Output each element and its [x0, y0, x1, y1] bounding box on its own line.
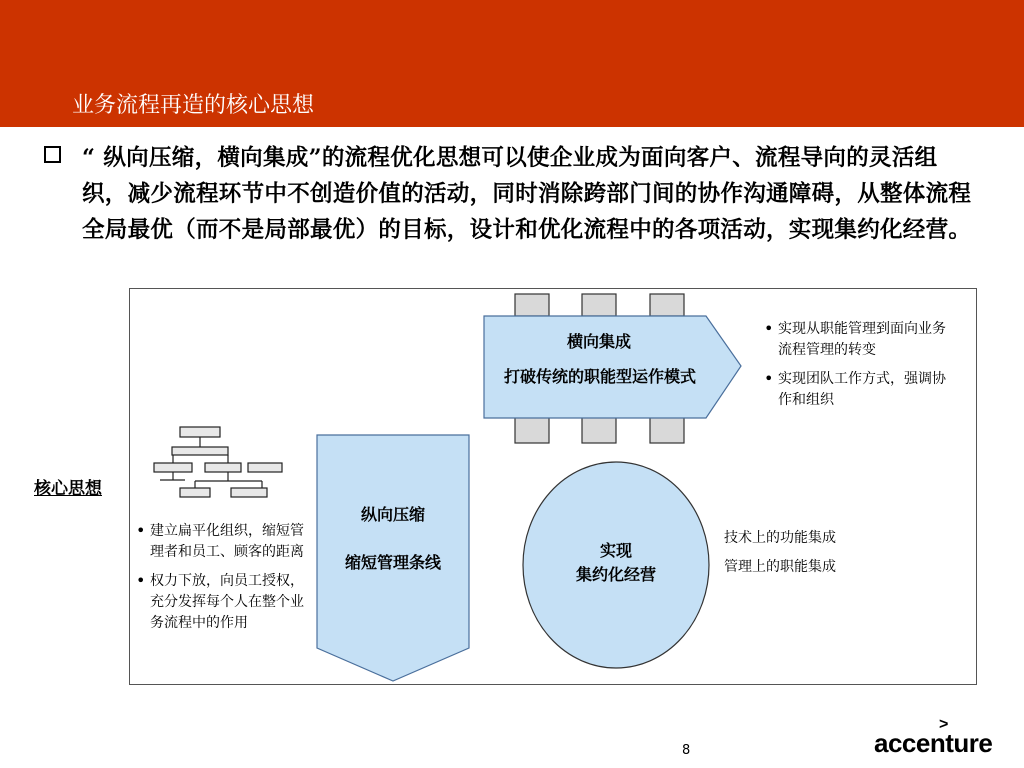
- accenture-logo: accenture: [874, 728, 993, 758]
- horizontal-title: 横向集成: [566, 332, 631, 351]
- intro-paragraph: “ 纵向压缩，横向集成”的流程优化思想可以使企业成为面向客户、流程导向的灵活组织，减少流程环节中不创造价值的活动，同时消除跨部门间的协作沟通障碍，从整体流程全局最优（而不是局部最优）的目标，设计和优化流程中的各项活动，实现集约化经营。: [82, 145, 972, 243]
- horizontal-note-item: • 实现从职能管理到面向业务流程管理的转变: [764, 319, 954, 361]
- page-number: 8: [682, 743, 691, 758]
- org-chart-icon: [154, 427, 282, 497]
- horizontal-notes: [764, 319, 954, 419]
- core-idea-label: 核心思想: [34, 479, 102, 499]
- horizontal-note-item: • 实现团队工作方式，强调协作和组织: [764, 369, 954, 411]
- horizontal-subtitle: 打破传统的职能型运作模式: [503, 367, 696, 386]
- circle-line2: 集约化经营: [575, 565, 656, 584]
- circle-line1: 实现: [599, 541, 632, 560]
- vertical-notes: [136, 521, 308, 642]
- vertical-note-item: • 建立扁平化组织，缩短管理者和员工、顾客的距离: [136, 521, 308, 563]
- circle-note-2: 管理上的职能集成: [724, 559, 836, 575]
- vertical-note-item: • 权力下放，向员工授权，充分发挥每个人在整个业务流程中的作用: [136, 571, 308, 634]
- vertical-title: 纵向压缩: [360, 505, 425, 524]
- slide-title: 业务流程再造的核心思想: [72, 93, 315, 118]
- logo-mark-icon: >: [939, 716, 949, 733]
- circle-note-1: 技术上的功能集成: [724, 530, 836, 546]
- vertical-subtitle: 缩短管理条线: [344, 553, 441, 572]
